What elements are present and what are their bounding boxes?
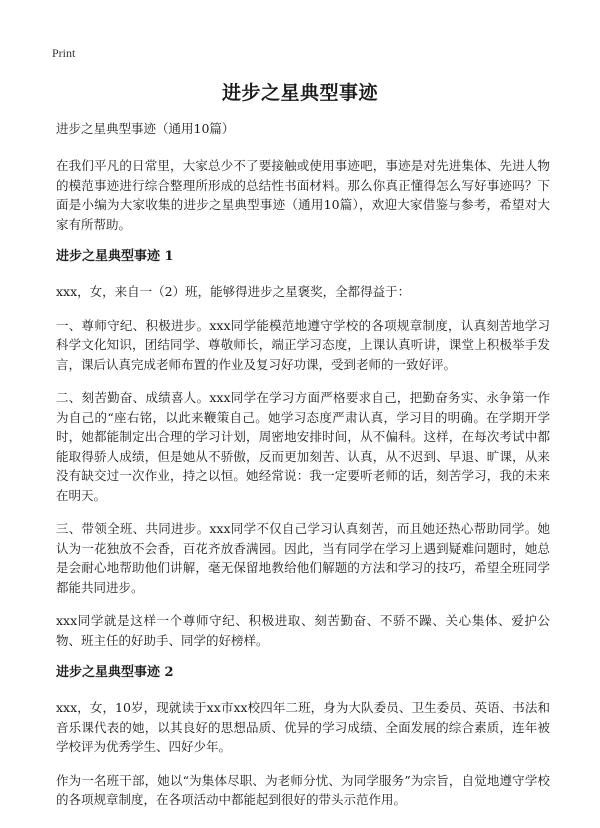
section-1-paragraph: xxx同学就是这样一个尊师守纪、积极进取、刻苦勤奋、不骄不躁、关心集体、爱护公物、班主任的好助手、同学的好榜样。 xyxy=(56,613,550,648)
print-link[interactable]: Print xyxy=(52,46,76,60)
article-body xyxy=(56,120,550,824)
section-1-heading: 进步之星典型事迹 1 xyxy=(56,249,174,264)
section-2-heading: 进步之星典型事迹 2 xyxy=(56,665,174,680)
section-1-paragraph: xxx，女，来自一（2）班，能够得进步之星褒奖，全都得益于： xyxy=(56,284,411,299)
section-2-paragraph: 作为一名班干部，她以“为集体尽职、为老师分忧、为同学服务”为宗旨，自觉地遵守学校的各项规章制度，在各项活动中都能起到很好的带头示范作用。 xyxy=(56,772,550,807)
intro-paragraph: 在我们平凡的日常里，大家总少不了要接触或使用事迹吧，事迹是对先进集体、先进人物的模范事迹进行综合整理所形成的总结性书面材料。那么你真正懂得怎么写好事迹吗？下面是小编为大家收集的进步之星典型事迹（通用10篇），欢迎大家借鉴与参考，希望对大家有所帮助。 xyxy=(56,158,550,232)
section-1-paragraph: 一、尊师守纪、积极进步。xxx同学能模范地遵守学校的各项规章制度，认真刻苦地学习科学文化知识，团结同学、尊敬师长，端正学习态度，上课认真听讲，课堂上积极举手发言，课后认真完成老师布置的作业及复习好功课，受到老师的一致好评。 xyxy=(56,317,550,372)
section-2-paragraph: xxx，女，10岁，现就读于xx市xx校四年二班，身为大队委员、卫生委员、英语、书法和音乐课代表的她，以其良好的思想品质、优异的学习成绩、全面发展的综合素质，连年被学校评为优秀学生、四好少年。 xyxy=(56,700,550,754)
page-title: 进步之星典型事迹 xyxy=(221,82,378,104)
section-1-paragraph: 二、刻苦勤奋、成绩喜人。xxx同学在学习方面严格要求自己，把勤奋务实、永争第一作为自己的“座右铭，以此来鞭策自己。她学习态度严肃认真，学习目的明确。在学期开学时，她都能制定出合理的学习计划，周密地安排时间，从不偏科。这样，在每次考试中都能取得骄人成绩，但是她从不骄傲，反而更加刻苦、认真，从不迟到、早退、旷课，从来没有缺交过一次作业，持之以恒。她经常说：我一定要听老师的话，刻苦学习，我的未来在明天。 xyxy=(56,390,550,503)
section-1-paragraph: 三、带领全班、共同进步。xxx同学不仅自己学习认真刻苦，而且她还热心帮助同学。她认为一花独放不会香，百花齐放香满园。因此，当有同学在学习上遇到疑难问题时，她总是会耐心地帮助他们讲解，毫无保留地教给他们解题的方法和学习的技巧，希望全班同学都能共同进步。 xyxy=(56,521,550,595)
article-subtitle: 进步之星典型事迹（通用10篇） xyxy=(56,121,235,136)
